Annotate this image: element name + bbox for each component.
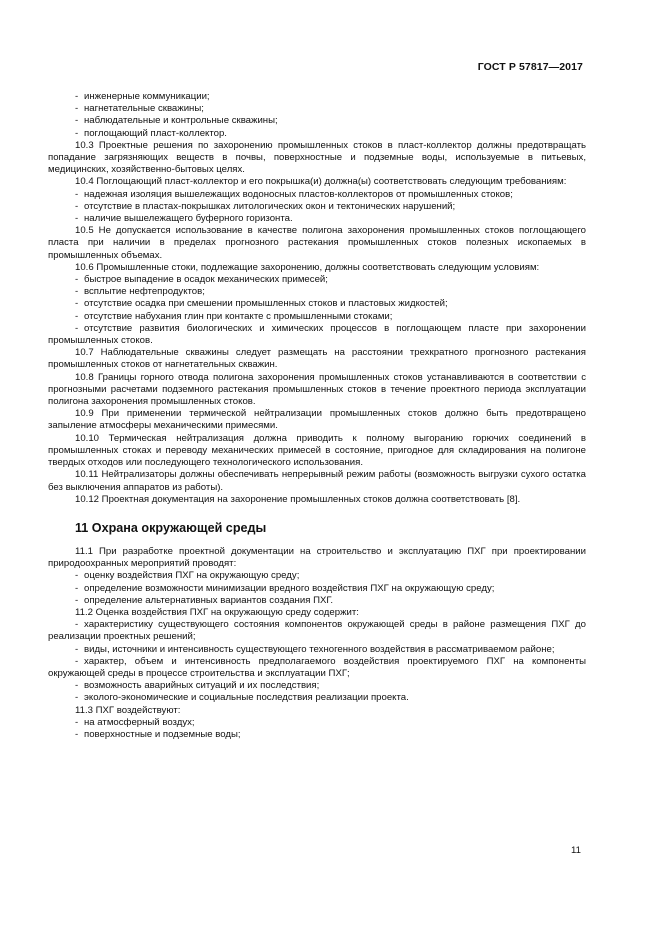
clause-10-3: 10.3 Проектные решения по захоронению промышленных стоков в пласт-коллектор должны предотвращать попадание загрязняющих веществ в почвы, поверхностные и подземные воды, используемые в питьевых, медицинских, хозяйственно-бытовых целях. xyxy=(48,139,586,176)
standard-header: ГОСТ Р 57817—2017 xyxy=(477,61,583,73)
list-item: - всплытие нефтепродуктов; xyxy=(48,286,586,298)
list-item: - отсутствие осадка при смешении промышленных стоков и пластовых жидкостей; xyxy=(48,298,586,310)
list-item: - характеристику существующего состояния компонентов окружающей среды в районе размещения ПХГ до реализации проектных решений; xyxy=(48,619,586,643)
list-item: - отсутствие набухания глин при контакте с промышленными стоками; xyxy=(48,311,586,323)
clause-11-1: 11.1 При разработке проектной документации на строительство и эксплуатацию ПХГ при проектировании природоохранных мероприятий проводят: xyxy=(48,545,586,570)
list-item: - поглощающий пласт-коллектор. xyxy=(48,128,586,140)
list-item: - отсутствие в пластах-покрышках литологических окон и тектонических нарушений; xyxy=(48,201,586,213)
list-item: - эколого-экономические и социальные последствия реализации проекта. xyxy=(48,692,586,704)
clause-11-2: 11.2 Оценка воздействия ПХГ на окружающую среду содержит: xyxy=(75,606,359,618)
clause-10-12: 10.12 Проектная документация на захоронение промышленных стоков должна соответствовать [8]. xyxy=(75,493,521,505)
clause-10-5: 10.5 Не допускается использование в качестве полигона захоронения промышленных стоков поглощающего пласта при наличии в пределах прогнозного растекания промышленных стоков полезных ископаемых в промышленных объемах. xyxy=(48,225,586,261)
list-item: - определение альтернативных вариантов создания ПХГ. xyxy=(48,595,586,607)
list-item: - характер, объем и интенсивность предполагаемого воздействия проектируемого ПХГ на компоненты окружающей среды в процессе строительства и эксплуатации ПХГ; xyxy=(48,656,586,680)
list-item: - определение возможности минимизации вредного воздействия ПХГ на окружающую среду; xyxy=(48,583,586,595)
list-item: - оценку воздействия ПХГ на окружающую среду; xyxy=(48,570,586,582)
clause-10-7: 10.7 Наблюдательные скважины следует размещать на расстоянии трехкратного прогнозного растекания промышленных стоков от нагнетательных скважин. xyxy=(48,347,586,371)
clause-10-6: 10.6 Промышленные стоки, подлежащие захоронению, должны соответствовать следующим условиям: xyxy=(75,261,540,273)
page-number: 11 xyxy=(571,845,581,856)
list-item: - возможность аварийных ситуаций и их последствия; xyxy=(48,680,586,692)
clause-10-9: 10.9 При применении термической нейтрализации промышленных стоков должно быть предотвращено запыление атмосферы механическими примесями. xyxy=(48,408,586,432)
list-item: - нагнетательные скважины; xyxy=(48,103,586,115)
clause-10-4: 10.4 Поглощающий пласт-коллектор и его покрышка(и) должна(ы) соответствовать следующим требованиям: xyxy=(75,176,567,188)
clause-10-11: 10.11 Нейтрализаторы должны обеспечивать непрерывный режим работы (возможность выгрузки сухого остатка без выключения аппаратов из работы). xyxy=(48,469,586,493)
list-item: - отсутствие развития биологических и химических процессов в поглощающем пласте при захоронении промышленных стоков. xyxy=(48,323,586,347)
clause-10-10: 10.10 Термическая нейтрализация должна приводить к полному выгоранию горючих соединений в промышленных стоках и переводу механических примесей в состояние, пригодное для складирования на полигоне твердых отходов или последующего технологического использования. xyxy=(48,432,586,469)
clause-11-3: 11.3 ПХГ воздействуют: xyxy=(75,704,181,716)
list-item: - на атмосферный воздух; xyxy=(48,717,586,729)
list-item: - поверхностные и подземные воды; xyxy=(48,729,586,741)
list-item: - виды, источники и интенсивность существующего техногенного воздействия в рассматриваемом районе; xyxy=(48,644,586,656)
list-item: - быстрое выпадение в осадок механических примесей; xyxy=(48,274,586,286)
clause-10-8: 10.8 Границы горного отвода полигона захоронения промышленных стоков устанавливаются в соответствии с прогнозными расчетами подземного растекания промышленных стоков в течение проектного периода эксплуатации полигона захоронения промышленных стоков. xyxy=(48,371,586,408)
section-title: 11 Охрана окружающей среды xyxy=(75,520,267,535)
list-item: - надежная изоляция вышележащих водоносных пластов-коллекторов от промышленных стоков; xyxy=(48,189,586,201)
list-item: - инженерные коммуникации; xyxy=(48,91,586,103)
document-body xyxy=(48,91,586,741)
list-item: - наблюдательные и контрольные скважины; xyxy=(48,115,586,127)
list-item: - наличие вышележащего буферного горизонта. xyxy=(48,213,586,225)
